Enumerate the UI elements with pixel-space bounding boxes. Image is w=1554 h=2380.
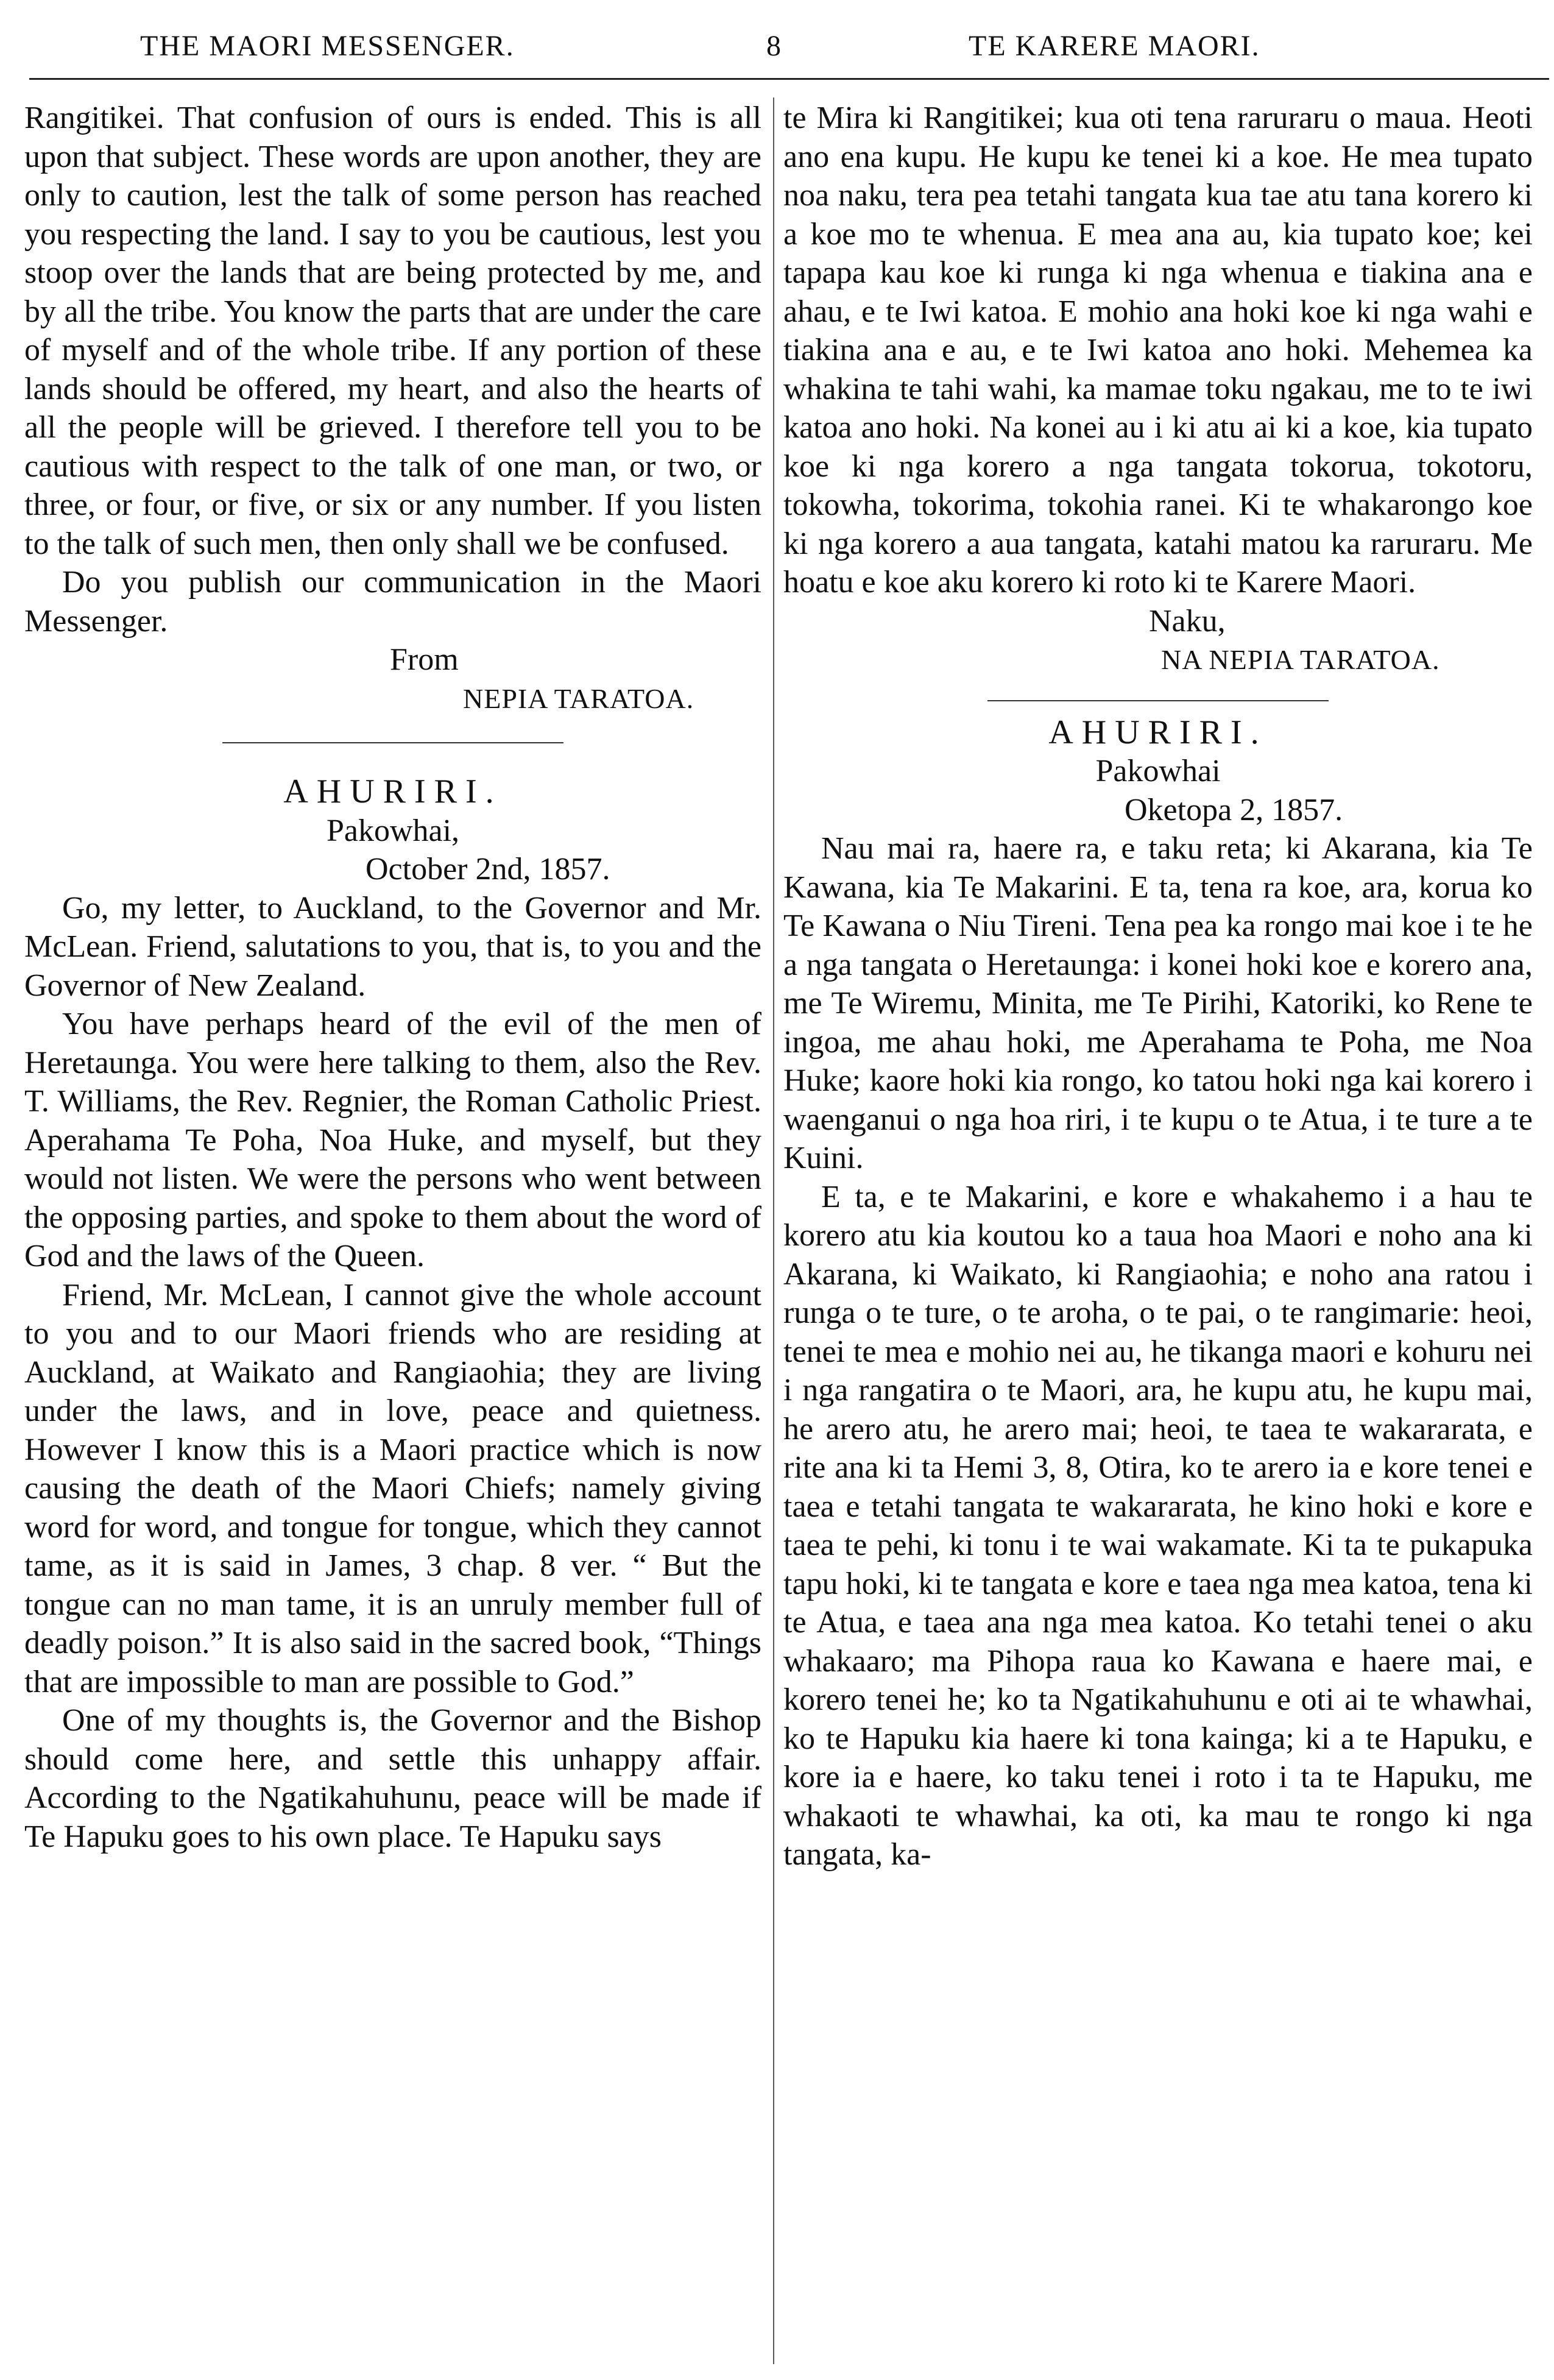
signature: NEPIA TARATOA. — [463, 682, 694, 714]
signature: NA NEPIA TARATOA. — [1161, 644, 1440, 675]
paragraph: E ta, e te Makarini, e kore e whakahemo i a hau te korero atu kia koutou ko a taua hoa Maori e noho ana ki Akarana, ki Waikato, ki Rangiaohia; e noho ana ratou i runga o te ture, o te aroha, o te pai, o te rangimarie: heoi, tenei te mea e mohio nei au, he tikanga maori e kohuru nei i nga rangatira o te Maori, ara, he kupu atu, he kupu mai, he arero atu, he arero mai; heoi, te taea te wakararata, e rite ana ki ta Hemi 3, 8, Otira, ko te arero ia e kore tenei e taea e tetahi tangata te wakararata, he kino hoki e kore e taea te pehi, ki tonu i te wai wakamate. Ki ta te pukapuka tapu hoki, ki te tangata e kore e taea nga mea katoa, tena ki te Atua, e taea ana nga mea katoa. Ko tetahi tenei o aku whakaaro; ma Pihopa raua ko Kawana e haere mai, e korero tenei he; ko ta Ngatikahuhunu e oti ai te whawhai, ko te Hapuku kia haere ki tona kainga; ki a te Hapuku, e kore ia e haere, ko taku tenei i roto i ta te Hapuku, me whakaoti te whawhai, ka oti, ka mau te rongo ki nga tangata, ka- — [783, 1179, 1533, 1872]
english-masthead: THE MAORI MESSENGER. — [140, 30, 515, 62]
dateline-date: Oketopa 2, 1857. — [1125, 792, 1343, 827]
section-separator — [987, 700, 1329, 701]
dateline-place: Pakowhai, — [326, 813, 460, 848]
letter-continued: Rangitikei. That confusion of ours is ended. This is all upon that subject. These words are upon another, they are only to caution, lest the talk of some person has reached you respecting the land. I say to you be cautious, lest you stoop over the lands that are being protected by me, and by all the tribe. You know the parts that are under the care of myself and of the whole tribe. If any portion of these lands should be offered, my heart, and also the hearts of all the people will be grieved. I therefore tell you to be cautious with respect to the talk of one man, or two, or three, or four, or five, or six or any number. If you listen to the talk of such men, then only shall we be confused. — [24, 101, 761, 561]
publish-request: Do you publish our communication in the Maori Messenger. — [24, 565, 761, 639]
paragraph: Go, my letter, to Auckland, to the Governor and Mr. McLean. Friend, salutations to you, that is, to you and the Governor of New Zealand. — [24, 890, 761, 1003]
english-column — [24, 99, 761, 1856]
letter-continued: te Mira ki Rangitikei; kua oti tena raruraru o maua. Heoti ano ena kupu. He kupu ke tenei ki a koe. He mea tupato noa naku, tera pea tetahi tangata kua tae atu tana korero ki a koe mo te whenua. E mea ana au, kia tupato koe; kei tapapa kau koe ki runga ki nga whenua e tiakina ana e ahau, e te Iwi katoa. E mohio ana hoki koe ki nga wahi e tiakina ana e au, e te Iwi katoa ano hoki. Mehemea ka whakina te tahi wahi, ka mamae toku ngakau, me to te iwi katoa ano hoki. Na konei au i ki atu ai ki a koe, kia tupato koe ki nga korero a nga tangata tokorua, tokotoru, tokowha, tokorima, tokohia ranei. Ki te whakarongo koe ki nga korero a aua tangata, katahi matou ka raruraru. Me hoatu e koe aku korero ki roto ki te Karere Maori. — [783, 101, 1533, 600]
section-title: AHURIRI. — [283, 773, 503, 810]
dateline-date: October 2nd, 1857. — [366, 852, 610, 887]
dateline-place: Pakowhai — [1095, 754, 1221, 788]
column-divider — [773, 97, 774, 2364]
page-header — [0, 29, 1554, 66]
paragraph: Friend, Mr. McLean, I cannot give the whole account to you and to our Maori friends who are residing at Auckland, at Waikato and Rangiaohia; they are living under the laws, and in love, peace and quietness. However I know this is a Maori practice which is now causing the death of the Maori Chiefs; namely giving word for word, and tongue for tongue, which they cannot tame, as it is said in James, 3 chap. 8 ver. “ But the tongue can no man tame, it is an unruly member full of deadly poison.” It is also said in the sacred book, “Things that are impossible to man are possible to God.” — [24, 1277, 761, 1699]
paragraph: Nau mai ra, haere ra, e taku reta; ki Akarana, kia Te Kawana, kia Te Makarini. E ta, tena ra koe, ara, korua ko Te Kawana o Niu Tireni. Tena pea ka rongo mai koe i te he a nga tangata o Heretaunga: i konei hoki koe e korero ana, me Te Wiremu, Minita, me Te Pirihi, Katoriki, ko Rene te ingoa, me ahau hoki, me Aperahama te Poha, me Noa Huke; kaore hoki kia rongo, ko tatou hoki nga kai korero i waenganui o nga hoa riri, i te kupu o te Atua, i te ture a te Kuini. — [783, 831, 1533, 1175]
maori-masthead: TE KARERE MAORI. — [969, 30, 1260, 62]
section-separator — [222, 742, 563, 743]
page-number: 8 — [766, 30, 782, 62]
paragraph: One of my thoughts is, the Governor and the Bishop should come here, and settle this unhappy affair. According to the Ngatikahuhunu, peace will be made if Te Hapuku goes to his own place. Te Hapuku says — [24, 1703, 761, 1854]
from-label: From — [390, 642, 459, 677]
maori-column — [783, 99, 1533, 1874]
section-title: AHURIRI. — [1048, 713, 1268, 751]
paragraph: You have perhaps heard of the evil of the men of Heretaunga. You were here talking to them, also the Rev. T. Williams, the Rev. Regnier, the Roman Catholic Priest. Aperahama Te Poha, Noa Huke, and myself, but they would not listen. We were the persons who went between the opposing parties, and spoke to them about the word of God and the laws of the Queen. — [24, 1007, 761, 1273]
header-rule — [29, 78, 1549, 80]
naku-label: Naku, — [1149, 603, 1226, 639]
